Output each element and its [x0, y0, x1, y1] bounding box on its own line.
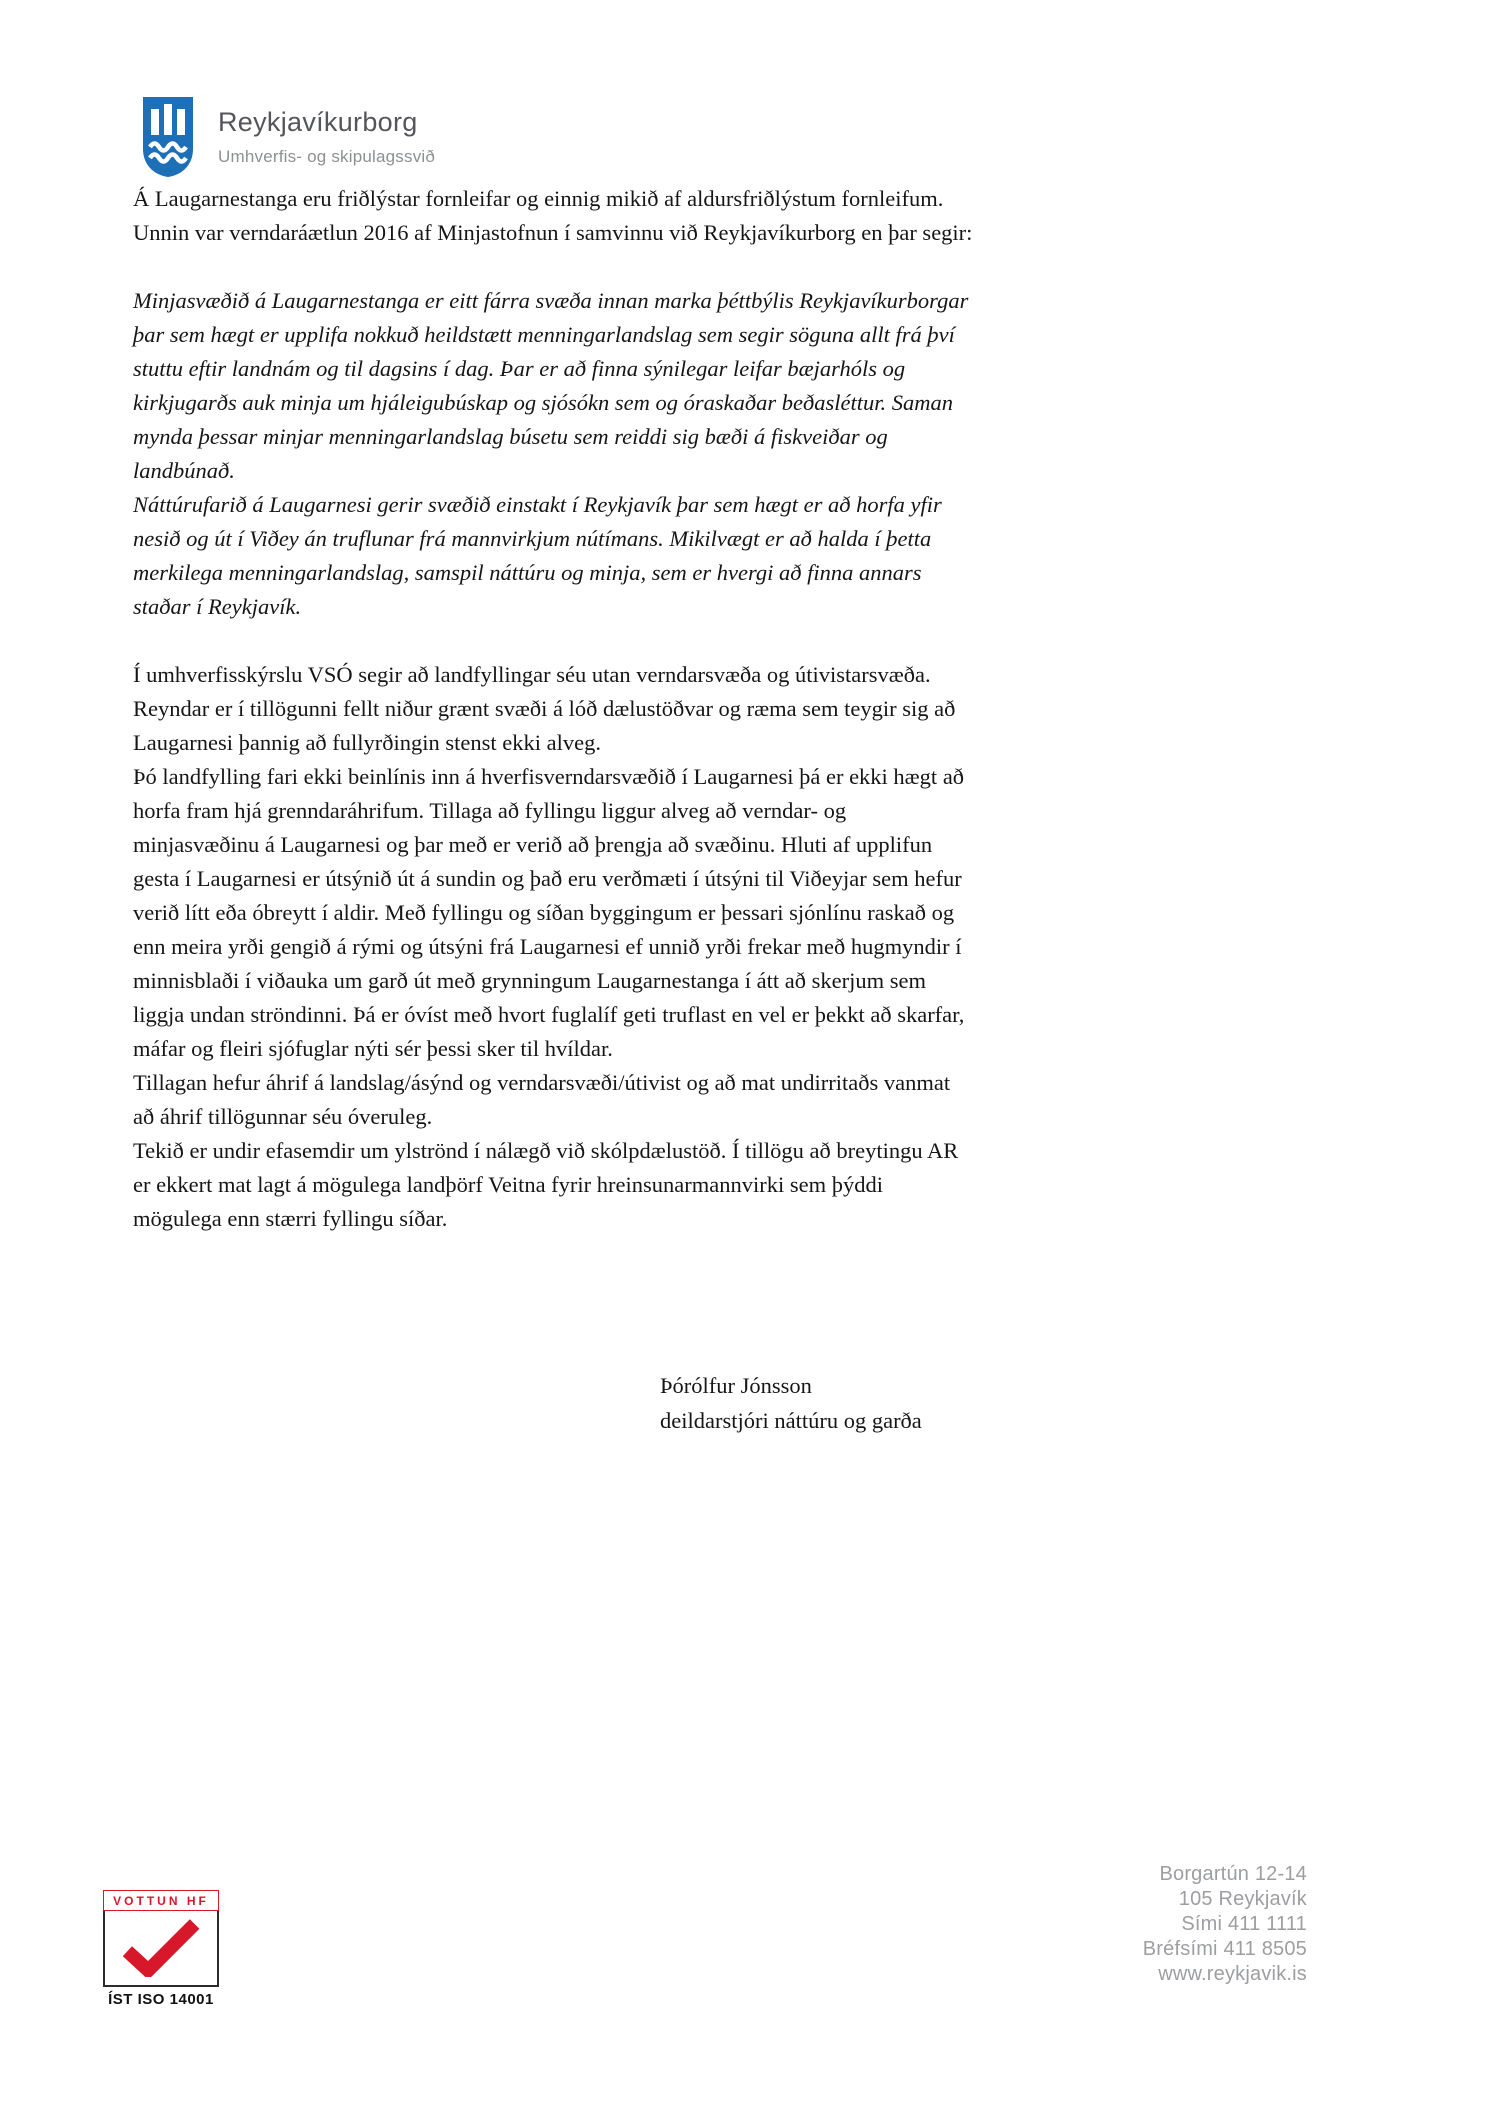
reykjavik-coat-of-arms-icon: [140, 95, 196, 179]
quote-block: [133, 284, 973, 624]
body-paragraph-3: Tillagan hefur áhrif á landslag/ásýnd og verndarsvæði/útivist og að mat undirritaðs vanmat að áhrif tillögunnar séu óveruleg.: [133, 1070, 951, 1129]
signatory-name: Þórólfur Jónsson: [660, 1373, 812, 1398]
org-name: Reykjavíkurborg: [218, 107, 418, 137]
footer-contact-block: [1143, 1862, 1307, 1987]
cert-issuer-label: VOTTUN HF: [103, 1890, 219, 1911]
footer-address: Borgartún 12-14: [1159, 1863, 1307, 1885]
cert-standard-label: ÍST ISO 14001: [108, 1991, 214, 2008]
letter-body: [133, 182, 973, 1438]
signature-block: [660, 1368, 973, 1438]
logo-text: [218, 95, 435, 167]
letterhead: [140, 95, 435, 179]
body-paragraph-2: Þó landfylling fari ekki beinlínis inn á hverfisverndarsvæðið í Laugarnesi þá er ekki hægt að horfa fram hjá grenndaráhrifum. Tillaga að fyllingu liggur alveg að verndar- og minjasvæðinu á Laugarnesi og þar með er verið að þrengja að svæðinu. Hluti af upplifun gesta í Laugarnesi er útsýnið út á sundin og það eru verðmæti í útsýni til Viðeyjar sem hefur verið lítt eða óbreytt í aldir. Með fyllingu og síðan byggingum er þessari sjónlínu raskað og enn meira yrði gengið á rými og útsýni frá Laugarnesi ef unnið yrði frekar með hugmyndir í minnisblaði í viðauka um garð út með grynningum Laugarnestanga í átt að skerjum sem liggja undan ströndinni. Þá er óvíst með hvort fuglalíf geti truflast en vel er þekkt að skarfar, máfar og fleiri sjófuglar nýti sér þessi sker til hvíldar.: [133, 764, 965, 1061]
footer-fax: Bréfsími 411 8505: [1142, 1938, 1307, 1960]
quote-paragraph-1: Minjasvæðið á Laugarnestanga er eitt fárra svæða innan marka þéttbýlis Reykjavíkurborgar þar sem hægt er upplifa nokkuð heildstætt menningarlandslag sem segir söguna allt frá því stuttu eftir landnám og til dagsins í dag. Þar er að finna sýnilegar leifar bæjarhóls og kirkjugarðs auk minja um hjáleigubúskap og sjósókn sem og óraskaðar beðasléttur. Saman mynda þessar minjar menningarlandslag búsetu sem reiddi sig bæði á fiskveiðar og landbúnað.: [133, 288, 969, 483]
intro-paragraph: Á Laugarnestanga eru friðlýstar fornleifar og einnig mikið af aldursfriðlýstum fornleifum. Unnin var verndaráætlun 2016 af Minjastofnun í samvinnu við Reykjavíkurborg en þar segir:: [133, 186, 973, 245]
iso-certification-mark: [103, 1890, 219, 2008]
body-paragraph-1: Í umhverfisskýrslu VSÓ segir að landfyllingar séu utan verndarsvæða og útivistarsvæða. Reyndar er í tillögunni fellt niður grænt svæði á lóð dælustöðvar og ræma sem teygir sig að Laugarnesi þannig að fullyrðingin stenst ekki alveg.: [133, 662, 956, 755]
signatory-title: deildarstjóri náttúru og garða: [660, 1408, 922, 1433]
body-paragraph-4: Tekið er undir efasemdir um ylströnd í nálægð við skólpdælustöð. Í tillögu að breytingu AR er ekkert mat lagt á mögulega landþörf Veitna fyrir hreinsunarmannvirki sem þýddi mögulega enn stærri fyllingu síðar.: [133, 1138, 959, 1231]
assessment-block: [133, 658, 973, 1236]
quote-paragraph-2: Náttúrufarið á Laugarnesi gerir svæðið einstakt í Reykjavík þar sem hægt er að horfa yfir nesið og út í Viðey án truflunar frá mannvirkjum nútímans. Mikilvægt er að halda í þetta merkilega menningarlandslag, samspil náttúru og minja, sem er hvergi að finna annars staðar í Reykjavík.: [133, 492, 942, 619]
org-department: Umhverfis- og skipulagssvið: [218, 147, 436, 166]
footer-phone: Sími 411 1111: [1181, 1913, 1307, 1935]
checkmark-icon: [103, 1911, 219, 1987]
footer-website: www.reykjavik.is: [1158, 1963, 1307, 1985]
footer-city: 105 Reykjavík: [1178, 1888, 1307, 1910]
